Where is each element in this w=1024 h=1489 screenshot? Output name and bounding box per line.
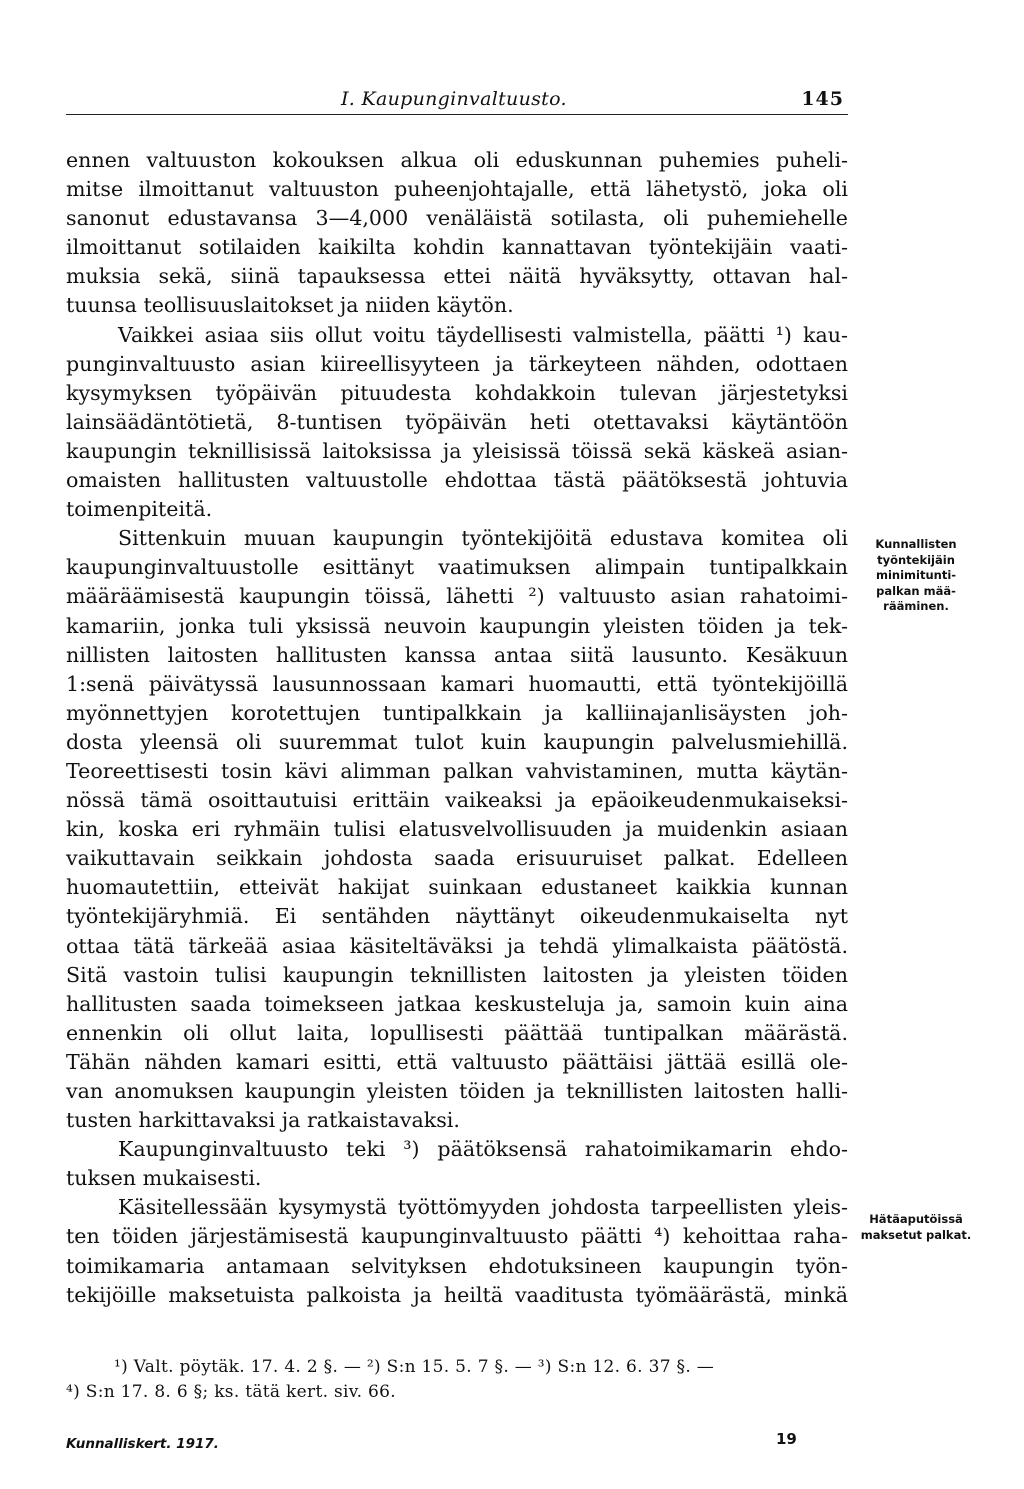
body-line: vaikuttavain seikkain johdosta saada erisuuruiset palkat. Edelleen [66,846,848,871]
body-line: nössä tämä osoittautuisi erittäin vaikeaksi ja epäoikeudenmukaiseksi- [66,788,848,813]
body-line: kamariin, jonka tuli yksissä neuvoin kaupungin yleisten töiden ja tek- [66,613,848,638]
footnote-line: ¹) Valt. pöytäk. 17. 4. 2 §. — ²) S:n 15. 5. 7 §. — ³) S:n 12. 6. 37 §. — [114,1357,715,1377]
body-line: ten töiden järjestämisestä kaupunginvaltuusto päätti ⁴) kehoittaa raha- [66,1224,848,1249]
running-header [66,86,848,115]
body-line: Sitä vastoin tulisi kaupungin teknillisten laitosten ja yleisten töiden [66,962,848,987]
body-line: Teoreettisesti tosin kävi alimman palkan vahvistaminen, mutta käytän- [66,758,848,783]
body-line: Tähän nähden kamari esitti, että valtuusto päättäisi jättää esillä ole- [66,1049,848,1074]
footnote-line: ⁴) S:n 17. 8. 6 §; ks. tätä kert. siv. 66. [66,1382,396,1402]
body-line: dosta yleensä oli suuremmat tulot kuin kaupungin palvelusmiehillä. [66,729,848,754]
body-line: määräämisestä kaupungin töissä, lähetti ²) valtuusto asian rahatoimi- [66,584,848,609]
body-line: ilmoittanut sotilaiden kaikilta kohdin kannattavan työntekijäin vaati- [66,235,848,260]
body-text [66,146,848,1310]
body-line: huomautettiin, etteivät hakijat suinkaan edustaneet kaikkia kunnan [66,875,848,900]
margin-note-relief-work-wages: Hätäaputöissä maksetut palkat. [860,1212,972,1242]
body-line: nillisten laitosten hallitusten kanssa antaa siitä lausunto. Kesäkuun [66,642,848,667]
body-line: toimenpiteitä. [66,497,213,522]
body-line: kysymyksen työpäivän pituudesta kohdakkoin tulevan järjestetyksi [66,380,848,405]
page-number: 145 [801,88,844,110]
body-line: ennenkin oli ollut laita, lopullisesti päättää tuntipalkan määrästä. [66,1020,848,1045]
footer-source: Kunnalliskert. 1917. [66,1436,219,1452]
margin-note-minimum-wage: Kunnallisten työntekijäin minimitunti-palkan mää-rääminen. [875,537,957,614]
body-line: kaupunginvaltuustolle esittänyt vaatimuksen alimpain tuntipalkkain [66,555,848,580]
body-line: Kaupunginvaltuusto teki ³) päätöksensä rahatoimikamarin ehdo- [118,1137,848,1162]
footnotes [66,1355,848,1405]
body-line: tuunsa teollisuuslaitokset ja niiden käytön. [66,293,514,318]
body-line: myönnettyjen korotettujen tuntipalkkain ja kalliinajanlisäysten joh- [66,700,848,725]
body-line: ennen valtuuston kokouksen alkua oli eduskunnan puhemies puheli- [66,148,848,172]
body-line: toimikamaria antamaan selvityksen ehdotuksineen kaupungin työn- [66,1253,848,1278]
body-line: hallitusten saada toimekseen jatkaa keskusteluja ja, samoin kuin aina [66,991,848,1016]
body-line: Käsitellessään kysymystä työttömyyden johdosta tarpeellisten yleis- [118,1195,848,1220]
body-line: mitse ilmoittanut valtuuston puheenjohtajalle, että lähetystö, joka oli [66,177,848,202]
body-line: lainsäädäntötietä, 8-tuntisen työpäivän heti otettavaksi käytäntöön [66,409,848,434]
body-line: Sittenkuin muuan kaupungin työntekijöitä edustava komitea oli [118,526,848,551]
body-line: punginvaltuusto asian kiireellisyyteen ja tärkeyteen nähden, odottaen [66,351,848,376]
body-line: omaisten hallitusten valtuustolle ehdottaa tästä päätöksestä johtuvia [66,468,848,493]
body-line: ottaa tätä tärkeää asiaa käsiteltäväksi ja tehdä ylimalkaista päätöstä. [66,933,848,958]
chapter-title: I. Kaupunginvaltuusto. [341,88,567,110]
body-line: tusten harkittavaksi ja ratkaistavaksi. [66,1108,460,1133]
body-line: van anomuksen kaupungin yleisten töiden ja teknillisten laitosten halli- [66,1079,848,1103]
body-line: tekijöille maksetuista palkoista ja heiltä vaaditusta työmäärästä, minkä [66,1282,848,1307]
body-line: tuksen mukaisesti. [66,1166,262,1191]
body-line: Vaikkei asiaa siis ollut voitu täydellisesti valmistella, päätti ¹) kau- [118,322,848,347]
body-line: 1:senä päivätyssä lausunnossaan kamari huomautti, että työntekijöillä [66,671,848,696]
body-line: työntekijäryhmiä. Ei sentähden näyttänyt oikeudenmukaiselta nyt [66,904,848,929]
body-line: muksia sekä, siinä tapauksessa ettei näitä hyväksytty, ottavan hal- [66,264,848,289]
body-line: kaupungin teknillisissä laitoksissa ja yleisissä töissä sekä käskeä asian- [66,438,848,463]
body-line: sanonut edustavansa 3—4,000 venäläistä sotilasta, oli puhemiehelle [66,206,848,231]
body-line: kin, koska eri ryhmäin tulisi elatusvelvollisuuden ja muidenkin asiaan [66,817,848,842]
footer-signature: 19 [776,1430,797,1448]
